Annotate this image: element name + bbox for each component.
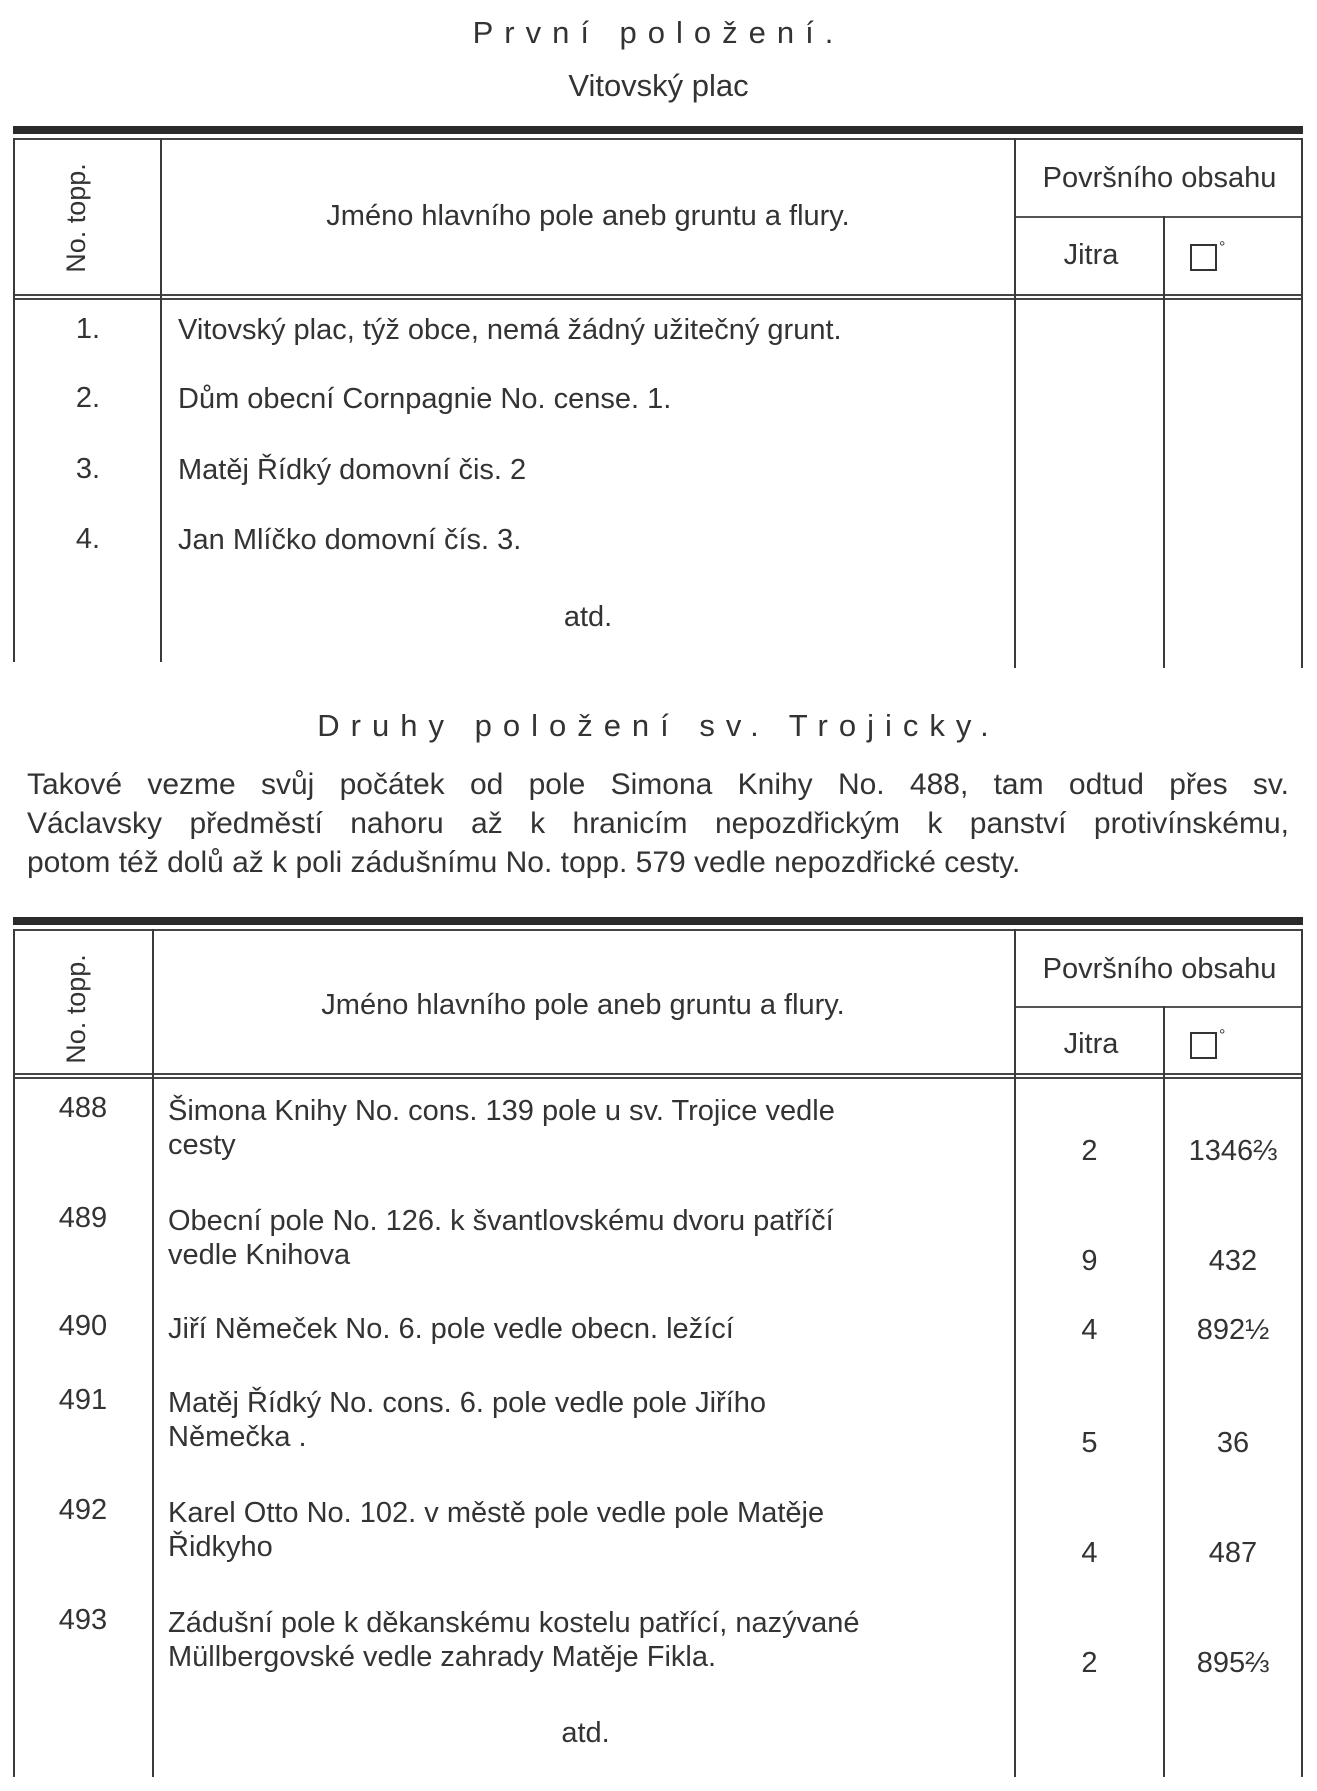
table-top-thin-rule — [13, 929, 1303, 931]
row-name-line1: Šimona Knihy No. cons. 139 pole u sv. Trojice vedle — [168, 1095, 835, 1127]
row-no: 490 — [58, 1310, 108, 1342]
row-jitra: 2 — [1081, 1647, 1098, 1679]
row-jitra: 4 — [1081, 1537, 1098, 1569]
row-name-line1: Obecní pole No. 126. k švantlovskému dvoru patříčí — [168, 1205, 834, 1237]
row-name-line1: Jiří Němeček No. 6. pole vedle obecn. ležící — [168, 1313, 734, 1345]
header-no-topp: No. topp. — [61, 954, 91, 1064]
header-bottom-rule — [13, 1073, 1303, 1079]
col-line-name — [1014, 138, 1016, 668]
table-top-thin-rule — [13, 138, 1303, 140]
header-area-divider — [1016, 216, 1303, 218]
header-area-divider — [1016, 1006, 1303, 1008]
row-square-value: 432 — [1208, 1245, 1258, 1277]
col-line-no — [152, 929, 154, 1777]
row-name: Vitovský plac, týž obce, nemá žádný užitečný grunt. — [178, 314, 842, 346]
row-square-value: 1346⅔ — [1188, 1135, 1278, 1167]
section1-subheading: Vitovský plac — [568, 68, 749, 103]
section1-heading: První položení. — [472, 15, 845, 50]
row-name: Dům obecní Cornpagnie No. cense. 1. — [178, 383, 672, 415]
row-name-line2: Řidkyho — [168, 1531, 273, 1563]
row-no: 2. — [75, 382, 101, 414]
table-top-rule — [13, 126, 1303, 134]
header-area: Površního obsahu — [1042, 162, 1277, 194]
header-bottom-rule — [13, 294, 1303, 300]
row-no: 3. — [75, 453, 101, 485]
table-top-rule — [13, 917, 1303, 925]
header-name: Jméno hlavního pole aneb gruntu a flury. — [326, 200, 850, 232]
row-square-value: 36 — [1216, 1427, 1250, 1459]
row-no: 493 — [58, 1604, 108, 1636]
col-line-right — [1301, 929, 1303, 1777]
square-unit-icon — [1190, 244, 1217, 271]
row-name-line2: Müllbergovské vedle zahrady Matěje Fikla. — [168, 1641, 717, 1673]
row-jitra: 2 — [1081, 1135, 1098, 1167]
section2-paragraph — [27, 765, 1289, 882]
row-no: 1. — [75, 313, 101, 345]
row-name-line1: Matěj Řídký No. cons. 6. pole vedle pole Jiřího — [168, 1387, 767, 1419]
table-etc: atd. — [563, 601, 613, 633]
header-name: Jméno hlavního pole aneb gruntu a flury. — [321, 989, 845, 1021]
square-unit-icon — [1190, 1032, 1217, 1059]
paragraph-line: potom též dolů až k poli zádušnímu No. topp. 579 vedle nepozdřické cesty. — [27, 846, 1021, 879]
row-square-value: 892½ — [1196, 1314, 1270, 1346]
paragraph-line: Takové vezme svůj počátek od pole Simona Knihy No. 488, tam odtud přes sv. — [27, 768, 1289, 801]
row-name-line2: vedle Knihova — [168, 1239, 351, 1271]
degree-symbol: ° — [1219, 239, 1226, 256]
header-jitra: Jitra — [1063, 1028, 1119, 1060]
section2-table — [13, 917, 1303, 1777]
row-name: Jan Mlíčko domovní čís. 3. — [178, 524, 522, 556]
row-jitra: 9 — [1081, 1245, 1098, 1277]
col-line-no — [160, 138, 162, 662]
row-no: 489 — [58, 1202, 108, 1234]
row-name-line2: cesty — [168, 1129, 236, 1161]
row-name-line2: Němečka . — [168, 1421, 307, 1453]
row-no: 4. — [75, 523, 101, 555]
paragraph-line: Václavsky předměstí nahoru až k hranicím nepozdřickým k panství protivínskému, — [27, 807, 1289, 840]
row-square-value: 895⅔ — [1196, 1647, 1270, 1679]
table-etc: atd. — [561, 1717, 610, 1749]
row-no: 491 — [58, 1384, 108, 1416]
degree-symbol: ° — [1219, 1027, 1226, 1044]
col-line-left — [13, 929, 15, 1777]
header-jitra: Jitra — [1063, 239, 1119, 271]
row-name-line1: Zádušní pole k děkanskému kostelu patřící, nazývané — [168, 1607, 860, 1639]
header-area: Površního obsahu — [1042, 953, 1277, 985]
row-square-value: 487 — [1208, 1537, 1258, 1569]
row-jitra: 5 — [1081, 1427, 1098, 1459]
section2-heading: Druhy položení sv. Trojicky. — [317, 708, 1000, 743]
col-line-right — [1301, 138, 1303, 668]
section1-table — [13, 126, 1303, 662]
col-line-jitra — [1163, 216, 1165, 668]
row-name-line1: Karel Otto No. 102. v městě pole vedle pole Matěje — [168, 1497, 825, 1529]
header-no-topp: No. topp. — [61, 163, 91, 273]
row-no: 492 — [58, 1494, 108, 1526]
row-name: Matěj Řídký domovní čis. 2 — [178, 454, 527, 486]
row-no: 488 — [58, 1092, 108, 1124]
col-line-left — [13, 138, 15, 662]
row-jitra: 4 — [1081, 1314, 1098, 1346]
